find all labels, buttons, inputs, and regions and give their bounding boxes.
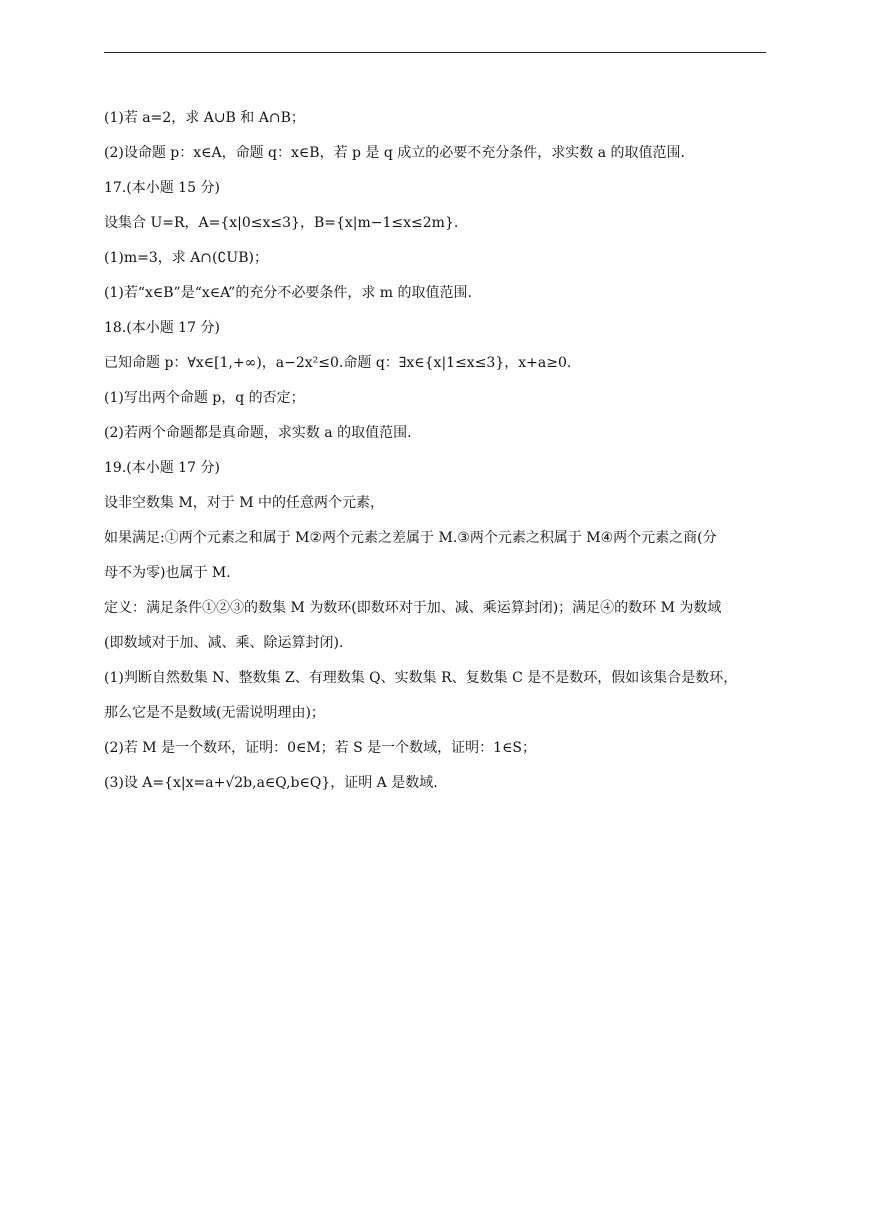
q16-part2: (2)设命题 p：x∈A，命题 q：x∈B，若 p 是 q 成立的必要不充分条件，求实数 a 的取值范围. [104,145,685,161]
q19-stem: 设非空数集 M，对于 M 中的任意两个元素， [104,495,385,511]
q16-part1: (1)若 a=2，求 A∪B 和 A∩B； [104,110,305,126]
document-body [104,108,766,808]
q19-part3: (3)设 A={x|x=a+√2b,a∈Q,b∈Q}，证明 A 是数域. [104,775,438,791]
header-rule [104,52,766,53]
q19-part1-line2: 那么它是不是数域(无需说明理由)； [104,705,325,721]
q18-heading: 18.(本小题 17 分) [104,320,220,336]
q19-part1-line1: (1)判断自然数集 N、整数集 Z、有理数集 Q、实数集 R、复数集 C 是不是数环，假如该集合是数环， [104,670,738,686]
q17-part2: (1)若“x∈B”是“x∈A”的充分不必要条件，求 m 的取值范围. [104,285,472,301]
q19-definition-line1: 定义：满足条件①②③的数集 M 为数环(即数环对于加、减、乘运算封闭)；满足④的数环 M 为数域 [104,600,722,616]
q19-conditions-line1: 如果满足:①两个元素之和属于 M②两个元素之差属于 M.③两个元素之积属于 M④两个元素之商(分 [104,530,717,546]
q17-stem: 设集合 U=R，A={x|0≤x≤3}，B={x|m−1≤x≤2m}. [104,215,459,231]
q17-heading: 17.(本小题 15 分) [104,180,220,196]
q19-heading: 19.(本小题 17 分) [104,460,220,476]
q18-part1: (1)写出两个命题 p，q 的否定； [104,390,305,406]
q18-stem: 已知命题 p：∀x∈[1,+∞)，a−2x²≤0.命题 q：∃x∈{x|1≤x≤3}，x+a≥0. [104,355,572,371]
q18-part2: (2)若两个命题都是真命题，求实数 a 的取值范围. [104,425,412,441]
q17-part1: (1)m=3，求 A∩(∁UB)； [104,250,268,266]
q19-definition-line2: (即数域对于加、减、乘、除运算封闭). [104,635,344,651]
q19-part2: (2)若 M 是一个数环，证明：0∈M；若 S 是一个数域，证明：1∈S； [104,740,537,756]
q19-conditions-line2: 母不为零)也属于 M. [104,565,231,581]
